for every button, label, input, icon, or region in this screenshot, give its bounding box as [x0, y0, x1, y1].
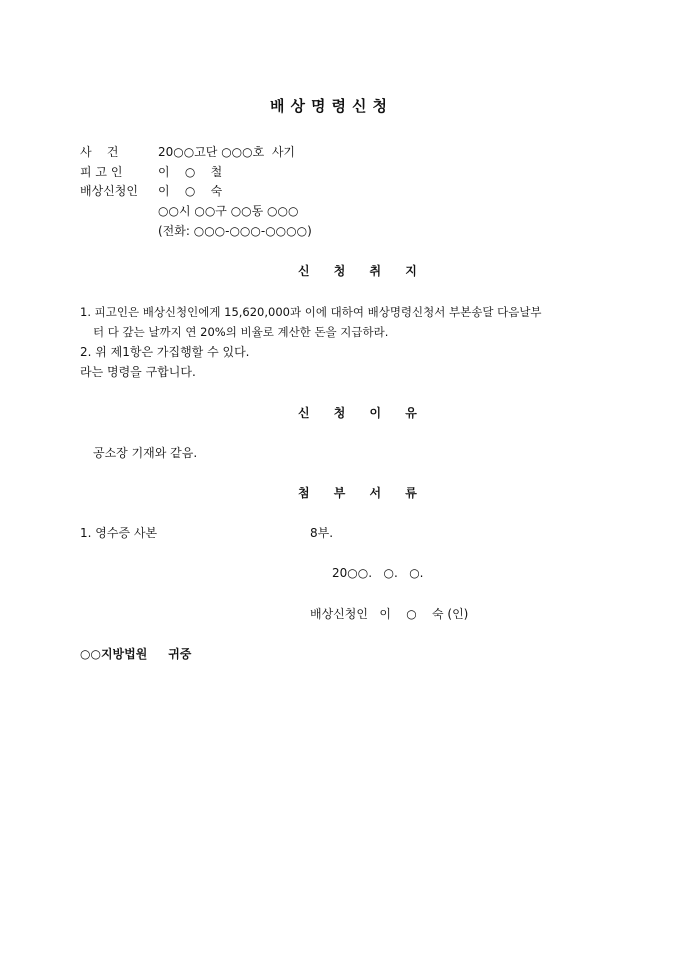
reason-text: 공소장 기재와 같음.	[93, 446, 198, 460]
attachment-count: 8부.	[310, 526, 334, 540]
purpose-item2: 2. 위 제1항은 가집행할 수 있다.	[80, 345, 250, 359]
filing-date: 20○○. ○. ○.	[332, 566, 424, 580]
case-value: 20○○고단 ○○○호 사기	[158, 145, 296, 159]
applicant-value: 이 ○ 숙	[158, 184, 223, 198]
applicant-phone: (전화: ○○○-○○○-○○○○)	[158, 224, 312, 238]
applicant-label: 배상신청인	[80, 184, 138, 198]
reason-heading: 신 청 이 유	[298, 406, 427, 420]
defendant-label: 피 고 인	[80, 165, 123, 179]
document-title: 배상명령신청	[270, 97, 393, 115]
case-label: 사 건	[80, 145, 119, 159]
applicant-signature: 배상신청인 이 ○ 숙 (인)	[310, 607, 469, 621]
attachment-item: 1. 영수증 사본	[80, 526, 158, 540]
defendant-value: 이 ○ 철	[158, 165, 223, 179]
applicant-address: ○○시 ○○구 ○○동 ○○○	[158, 204, 299, 218]
purpose-item1-line1: 1. 피고인은 배상신청인에게 15,620,000과 이에 대하여 배상명령신청서 부본송달 다음날부	[80, 305, 542, 319]
purpose-heading: 신 청 취 지	[298, 264, 427, 278]
purpose-closing: 라는 명령을 구합니다.	[80, 365, 196, 379]
court-addressee: ○○지방법원 귀중	[80, 647, 192, 661]
purpose-item1-line2: 터 다 갚는 날까지 연 20%의 비율로 계산한 돈을 지급하라.	[93, 325, 389, 339]
attachments-heading: 첨 부 서 류	[298, 486, 427, 500]
